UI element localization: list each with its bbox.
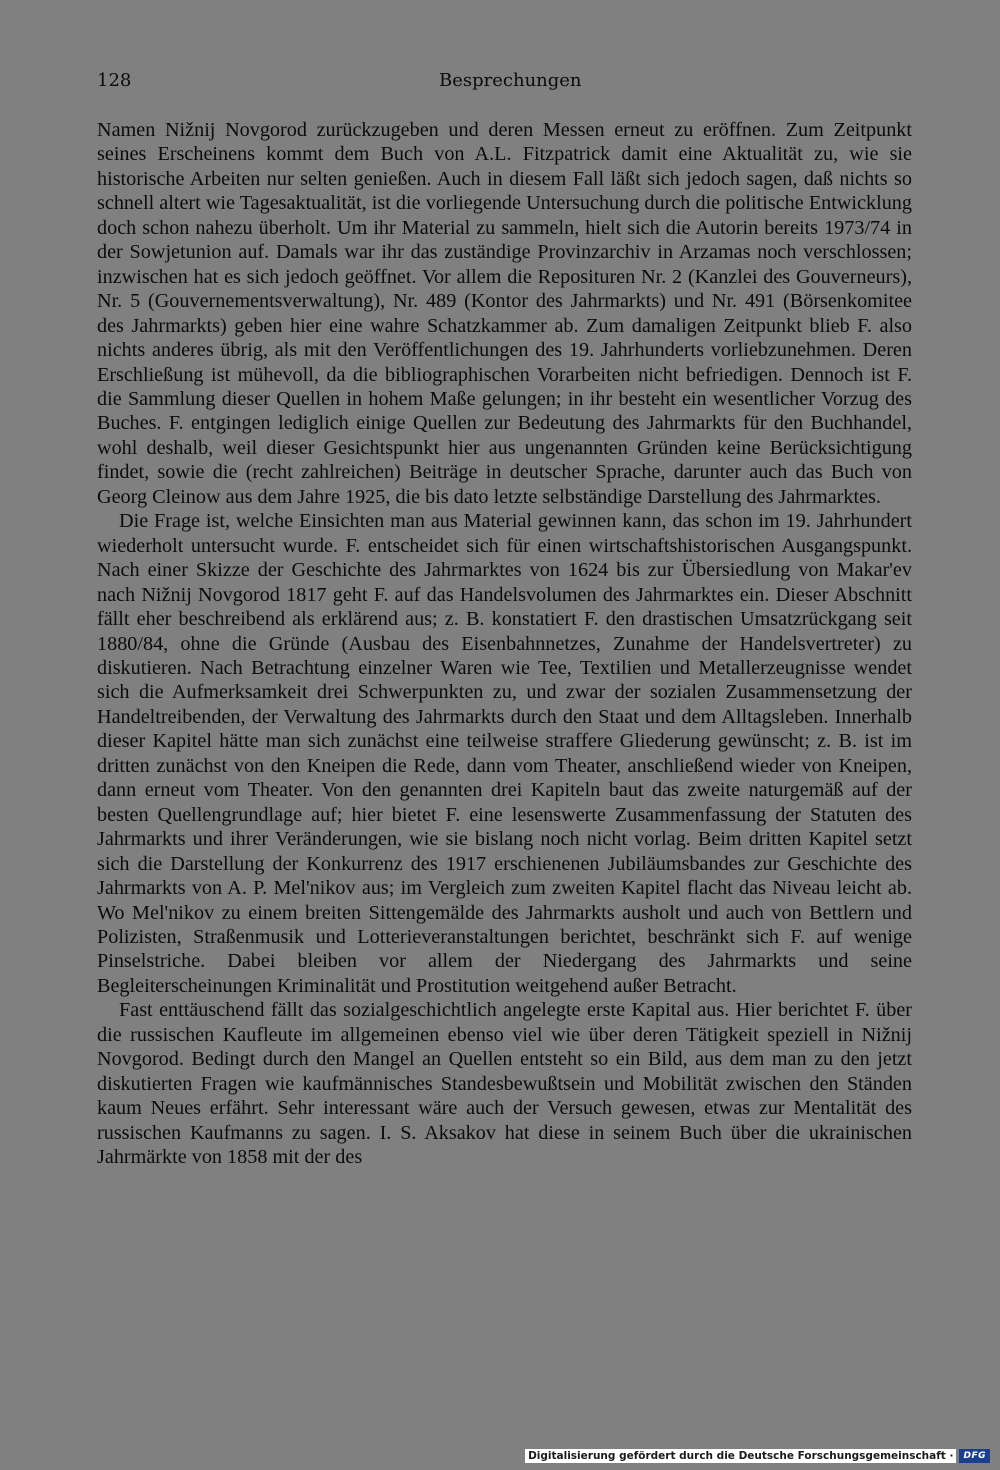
- article-body: [97, 118, 912, 1169]
- page-number: 128: [97, 70, 132, 91]
- paragraph-3: Fast enttäuschend fällt das sozialgeschichtlich angelegte erste Kapital aus. Hier berichtet F. über die russischen Kaufleute im allgemeinen ebenso viel wie über deren Tätigkeit speziell in Nižnij Novgorod. Bedingt durch den Mangel an Quellen entsteht so ein Bild, aus dem man zu den jetzt diskutierten Fragen wie kaufmännisches Standesbewußtsein und Mobilität zwischen den Ständen kaum Neues erfährt. Sehr interessant wäre auch der Versuch gewesen, etwas zur Mentalität des russischen Kaufmanns zu sagen. I. S. Aksakov hat diese in seinem Buch über die ukrainischen Jahrmärkte von 1858 mit der des: [97, 999, 912, 1169]
- running-head: Besprechungen: [439, 70, 582, 91]
- page-header: [97, 70, 907, 98]
- paragraph-2: Die Frage ist, welche Einsichten man aus Material gewinnen kann, das schon im 19. Jahrhundert wiederholt untersucht wurde. F. entscheidet sich für einen wirtschaftshistorischen Ausgangspunkt. Nach einer Skizze der Geschichte des Jahrmarktes von 1624 bis zur Übersiedlung von Makar'ev nach Nižnij Novgorod 1817 geht F. auf das Handelsvolumen des Jahrmarktes ein. Dieser Abschnitt fällt eher beschreibend als erklärend aus; z. B. konstatiert F. den drastischen Umsatzrückgang seit 1880/84, ohne die Gründe (Ausbau des Eisenbahnnetzes, Zunahme der Handelsvertreter) zu diskutieren. Nach Betrachtung einzelner Waren wie Tee, Textilien und Metallerzeugnisse wendet sich die Aufmerksamkeit drei Schwerpunkten zu, und zwar der sozialen Zusammensetzung der Handeltreibenden, der Verwaltung des Jahrmarkts durch den Staat und dem Alltagsleben. Innerhalb dieser Kapitel hätte man sich zunächst eine teilweise straffere Gliederung gewünscht; z. B. ist im dritten zunächst von den Kneipen die Rede, dann vom Theater, anschließend wieder von Kneipen, dann erneut vom Theater. Von den genannten drei Kapiteln baut das zweite naturgemäß auf der besten Quellengrundlage auf; hier bietet F. eine lesenswerte Zusammenfassung der Statuten des Jahrmarkts und ihrer Veränderungen, wie sie bislang noch nicht vorlag. Beim dritten Kapitel setzt sich die Darstellung der Konkurrenz des 1917 erschienenen Jubiläumsbandes zur Geschichte des Jahrmarkts von A. P. Mel'nikov aus; im Vergleich zum zweiten Kapitel flacht das Niveau leicht ab. Wo Mel'nikov zu einem breiten Sittengemälde des Jahrmarkts ausholt und auch von Bettlern und Polizisten, Straßenmusik und Lotterieveranstaltungen berichtet, beschränkt sich F. auf wenige Pinselstriche. Dabei bleiben vor allem der Niedergang des Jahrmarkts und seine Begleiterscheinungen Kriminalität und Prostitution weitgehend außer Betracht.: [97, 510, 912, 997]
- dfg-logo: DFG: [959, 1449, 990, 1463]
- funding-credit: Digitalisierung gefördert durch die Deutsche Forschungsgemeinschaft ·: [525, 1449, 956, 1463]
- digitization-footer: [525, 1448, 990, 1464]
- paragraph-1: Namen Nižnij Novgorod zurückzugeben und deren Messen erneut zu eröffnen. Zum Zeitpunkt seines Erscheinens kommt dem Buch von A.L. Fitzpatrick damit eine Aktualität zu, wie sie historische Arbeiten nur selten genießen. Auch in diesem Fall läßt sich jedoch sagen, daß nichts so schnell altert wie Tagesaktualität, ist die vorliegende Untersuchung durch die politische Entwicklung doch schon nahezu überholt. Um ihr Material zu sammeln, hielt sich die Autorin bereits 1973/74 in der Sowjetunion auf. Damals war ihr das zuständige Provinzarchiv in Arzamas noch verschlossen; inzwischen hat es sich jedoch geöffnet. Vor allem die Reposituren Nr. 2 (Kanzlei des Gouverneurs), Nr. 5 (Gouvernementsverwaltung), Nr. 489 (Kontor des Jahrmarkts) und Nr. 491 (Börsenkomitee des Jahrmarkts) geben hier eine wahre Schatzkammer ab. Zum damaligen Zeitpunkt blieb F. also nichts anderes übrig, als mit den Veröffentlichungen des 19. Jahrhunderts vorliebzunehmen. Deren Erschließung ist mühevoll, da die bibliographischen Vorarbeiten nicht befriedigen. Dennoch ist F. die Sammlung dieser Quellen in hohem Maße gelungen; in ihr besteht ein wesentlicher Vorzug des Buches. F. entgingen lediglich einige Quellen zur Bedeutung des Jahrmarkts für den Buchhandel, wohl deshalb, weil dieser Gesichtspunkt hier aus ungenannten Gründen keine Berücksichtigung findet, sowie die (recht zahlreichen) Beiträge in deutscher Sprache, darunter auch das Buch von Georg Cleinow aus dem Jahre 1925, die bis dato letzte selbständige Darstellung des Jahrmarktes.: [97, 119, 912, 508]
